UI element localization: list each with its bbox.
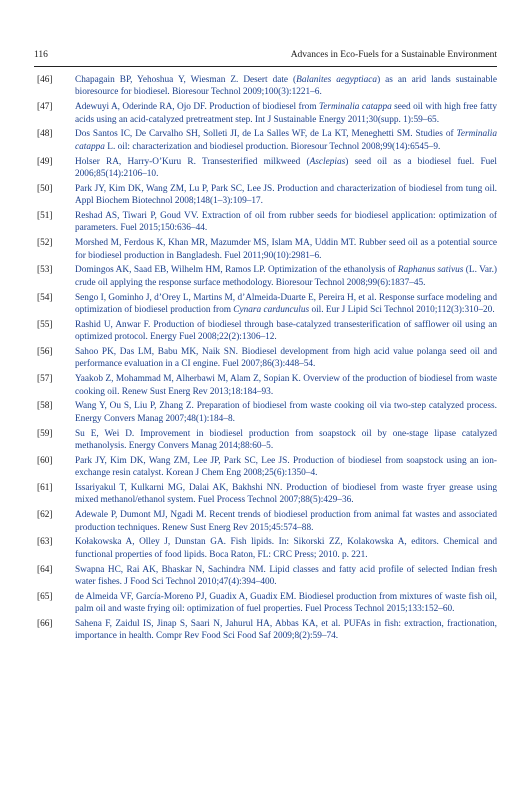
reference-number: [49]: [37, 156, 53, 167]
reference-item: [34, 373, 497, 398]
reference-number: [58]: [37, 401, 53, 412]
reference-number: [66]: [37, 619, 53, 630]
reference-segment: Rashid U, Anwar F. Production of biodiesel through base-catalyzed transesterification of safflower oil using an optimized protocol. Energy Fuel 2008;22(2):1306–12.: [75, 319, 497, 343]
reference-item: [34, 591, 497, 616]
reference-text[interactable]: [75, 564, 497, 589]
reference-segment: seed oil with high free fatty acids using an acid-catalyzed pretreatment step. Int J Sustainable Energy 2011;30(supp. 1):59–65.: [75, 102, 497, 125]
reference-text[interactable]: [75, 183, 497, 208]
reference-item: [34, 156, 497, 181]
reference-item: [34, 536, 497, 561]
reference-number: [59]: [37, 428, 53, 439]
reference-item: [34, 74, 497, 99]
reference-segment: Kołakowska A, Olley J, Dunstan GA. Fish lipids. In: Sikorski ZZ, Kolakowska A, editors. Chemical and functional properties of food lipids. Boca Raton, FL: CRC Press; 2010. p. 221.: [75, 537, 497, 560]
reference-text[interactable]: [75, 618, 497, 643]
reference-item: [34, 319, 497, 344]
reference-segment: Yaakob Z, Mohammad M, Alherbawi M, Alam Z, Sopian K. Overview of the production of biodiesel from waste cooking oil. Renew Sust Energ Rev 2013;18:184–93.: [75, 374, 497, 397]
reference-text[interactable]: [75, 210, 497, 235]
reference-number: [65]: [37, 591, 53, 602]
reference-segment: (L. Var.) crude oil applying the response surface methodology. Bioresour Technol 2008;99(6):1837–45.: [75, 265, 497, 288]
reference-segment: Swapna HC, Rai AK, Bhaskar N, Sachindra NM. Lipid classes and fatty acid profile of selected Indian fresh water fishes. J Food Sci Technol 2010;47(4):394–400.: [75, 564, 497, 588]
reference-text[interactable]: [75, 482, 497, 507]
species-name: Asclepias: [309, 156, 346, 167]
reference-segment: Park JY, Kim DK, Wang ZM, Lee JP, Park SC, Lee JS. Production of biodiesel from soapstock using an ion-exchange resin catalyst. Korean J Chem Eng 2008;25(6):1350–4.: [75, 455, 497, 479]
reference-segment: Park JY, Kim DK, Wang ZM, Lu P, Park SC, Lee JS. Production and characterization of biodiesel from tung oil. Appl Biochem Biotechnol 2008;148(1–3):109–17.: [75, 183, 497, 207]
reference-segment: L. oil: characterization and biodiesel production. Bioresour Technol 2008;99(14):6545–9.: [104, 141, 441, 152]
reference-number: [57]: [37, 374, 53, 385]
reference-item: [34, 346, 497, 371]
reference-item: [34, 428, 497, 453]
reference-number: [52]: [37, 238, 53, 249]
reference-item: [34, 101, 497, 126]
species-name: Terminalia catappa: [75, 129, 497, 152]
reference-number: [55]: [37, 319, 53, 330]
reference-number: [61]: [37, 483, 53, 494]
reference-segment: Sengo I, Gominho J, d’Orey L, Martins M, d’Almeida-Duarte E, Pereira H, et al. Response surface modeling and optimization of biodiesel production from: [75, 292, 497, 316]
reference-segment: Morshed M, Ferdous K, Khan MR, Mazumder MS, Islam MA, Uddin MT. Rubber seed oil as a potential source for biodiesel production in Bangladesh. Fuel 2011;90(10):2981–6.: [75, 238, 497, 261]
reference-item: [34, 564, 497, 589]
reference-item: [34, 210, 497, 235]
reference-text[interactable]: [75, 101, 497, 126]
reference-segment: Reshad AS, Tiwari P, Goud VV. Extraction of oil from rubber seeds for biodiesel application: optimization of parameters. Fuel 2015;150:636–44.: [75, 211, 497, 234]
reference-item: [34, 482, 497, 507]
page-number: 116: [34, 50, 48, 60]
reference-number: [46]: [37, 75, 53, 85]
reference-text[interactable]: [75, 428, 497, 453]
reference-segment: Adewale P, Dumont MJ, Ngadi M. Recent trends of biodiesel production from animal fat wastes and associated production techniques. Renew Sust Energ Rev 2015;45:574–88.: [75, 510, 497, 533]
reference-segment: Issariyakul T, Kulkarni MG, Dalai AK, Bakhshi NN. Production of biodiesel from waste fryer grease using mixed methanol/ethanol system. Fuel Process Technol 2007;88(5):429–36.: [75, 483, 497, 506]
species-name: Balanites aegyptiaca: [296, 75, 378, 85]
reference-text[interactable]: [75, 319, 497, 344]
reference-number: [62]: [37, 510, 53, 521]
reference-item: [34, 264, 497, 289]
species-name: Terminalia catappa: [318, 102, 392, 113]
reference-segment: ) seed oil as a biodiesel fuel. Fuel 2006;85(14):2106–10.: [75, 156, 497, 180]
reference-item: [34, 618, 497, 643]
reference-text[interactable]: [75, 156, 497, 181]
reference-number: [48]: [37, 129, 53, 140]
reference-number: [64]: [37, 564, 53, 575]
reference-segment: Domingos AK, Saad EB, Wilhelm HM, Ramos LP. Optimization of the ethanolysis of: [75, 265, 398, 276]
reference-segment: de Almeida VF, García-Moreno PJ, Guadix A, Guadix EM. Biodiesel production from mixtures of waste fish oil, palm oil and waste frying oil: optimization of fuel properties. Fuel Process Technol 2015;133:152–60.: [75, 591, 497, 615]
running-title: Advances in Eco-Fuels for a Sustainable Environment: [290, 50, 497, 60]
reference-text[interactable]: [75, 400, 497, 425]
reference-segment: Sahoo PK, Das LM, Babu MK, Naik SN. Biodiesel development from high acid value polanga seed oil and performance evaluation in a CI engine. Fuel 2007;86(3):448–54.: [75, 347, 497, 370]
reference-number: [60]: [37, 455, 53, 466]
reference-text[interactable]: [75, 264, 497, 289]
reference-list: [34, 74, 497, 645]
reference-item: [34, 509, 497, 534]
reference-segment: Wang Y, Ou S, Liu P, Zhang Z. Preparation of biodiesel from waste cooking oil via two-step catalyzed process. Energy Convers Manag 2007;48(1):184–8.: [75, 401, 497, 424]
reference-text[interactable]: [75, 74, 497, 99]
reference-number: [56]: [37, 347, 53, 358]
reference-item: [34, 183, 497, 208]
species-name: Cynara cardunculus: [233, 305, 310, 316]
reference-text[interactable]: [75, 128, 497, 153]
reference-number: [63]: [37, 537, 53, 548]
reference-text[interactable]: [75, 509, 497, 534]
reference-segment: Su E, Wei D. Improvement in biodiesel production from soapstock oil by one-stage lipase catalyzed methanolysis. Energy Convers Manag 2014;88:60–5.: [75, 428, 497, 452]
reference-item: [34, 400, 497, 425]
reference-number: [50]: [37, 183, 53, 194]
reference-item: [34, 455, 497, 480]
reference-text[interactable]: [75, 237, 497, 262]
reference-segment: Adewuyi A, Oderinde RA, Ojo DF. Production of biodiesel from: [75, 102, 319, 113]
reference-item: [34, 237, 497, 262]
reference-segment: ) as an arid lands sustainable bioresource for biodiesel. Bioresour Technol 2009;100(3):1221–6.: [75, 75, 498, 98]
reference-text[interactable]: [75, 536, 497, 561]
reference-segment: Dos Santos IC, De Carvalho SH, Solleti JI, de La Salles WF, de La KT, Meneghetti SM. Studies of: [75, 129, 457, 140]
reference-text[interactable]: [75, 455, 497, 480]
reference-segment: Sahena F, Zaidul IS, Jinap S, Saari N, Jahurul HA, Abbas KA, et al. PUFAs in fish: extraction, fractionation, importance in health. Compr Rev Food Sci Food Saf 2009;8(2):59–74.: [75, 619, 497, 642]
reference-text[interactable]: [75, 346, 497, 371]
reference-segment: oil. Eur J Lipid Sci Technol 2010;112(3):310–20.: [309, 305, 495, 316]
reference-text[interactable]: [75, 591, 497, 616]
reference-text[interactable]: [75, 373, 497, 398]
reference-number: [51]: [37, 211, 53, 222]
reference-text[interactable]: [75, 292, 497, 317]
header-rule: [34, 66, 497, 67]
reference-number: [53]: [37, 265, 53, 276]
reference-segment: Holser RA, Harry-O’Kuru R. Transesterified milkweed (: [75, 156, 310, 167]
reference-item: [34, 128, 497, 153]
reference-number: [47]: [37, 102, 53, 113]
reference-segment: Chapagain BP, Yehoshua Y, Wiesman Z. Desert date (: [75, 75, 297, 85]
reference-item: [34, 292, 497, 317]
species-name: Raphanus sativus: [397, 265, 464, 276]
reference-number: [54]: [37, 292, 53, 303]
page-header: [34, 50, 497, 60]
